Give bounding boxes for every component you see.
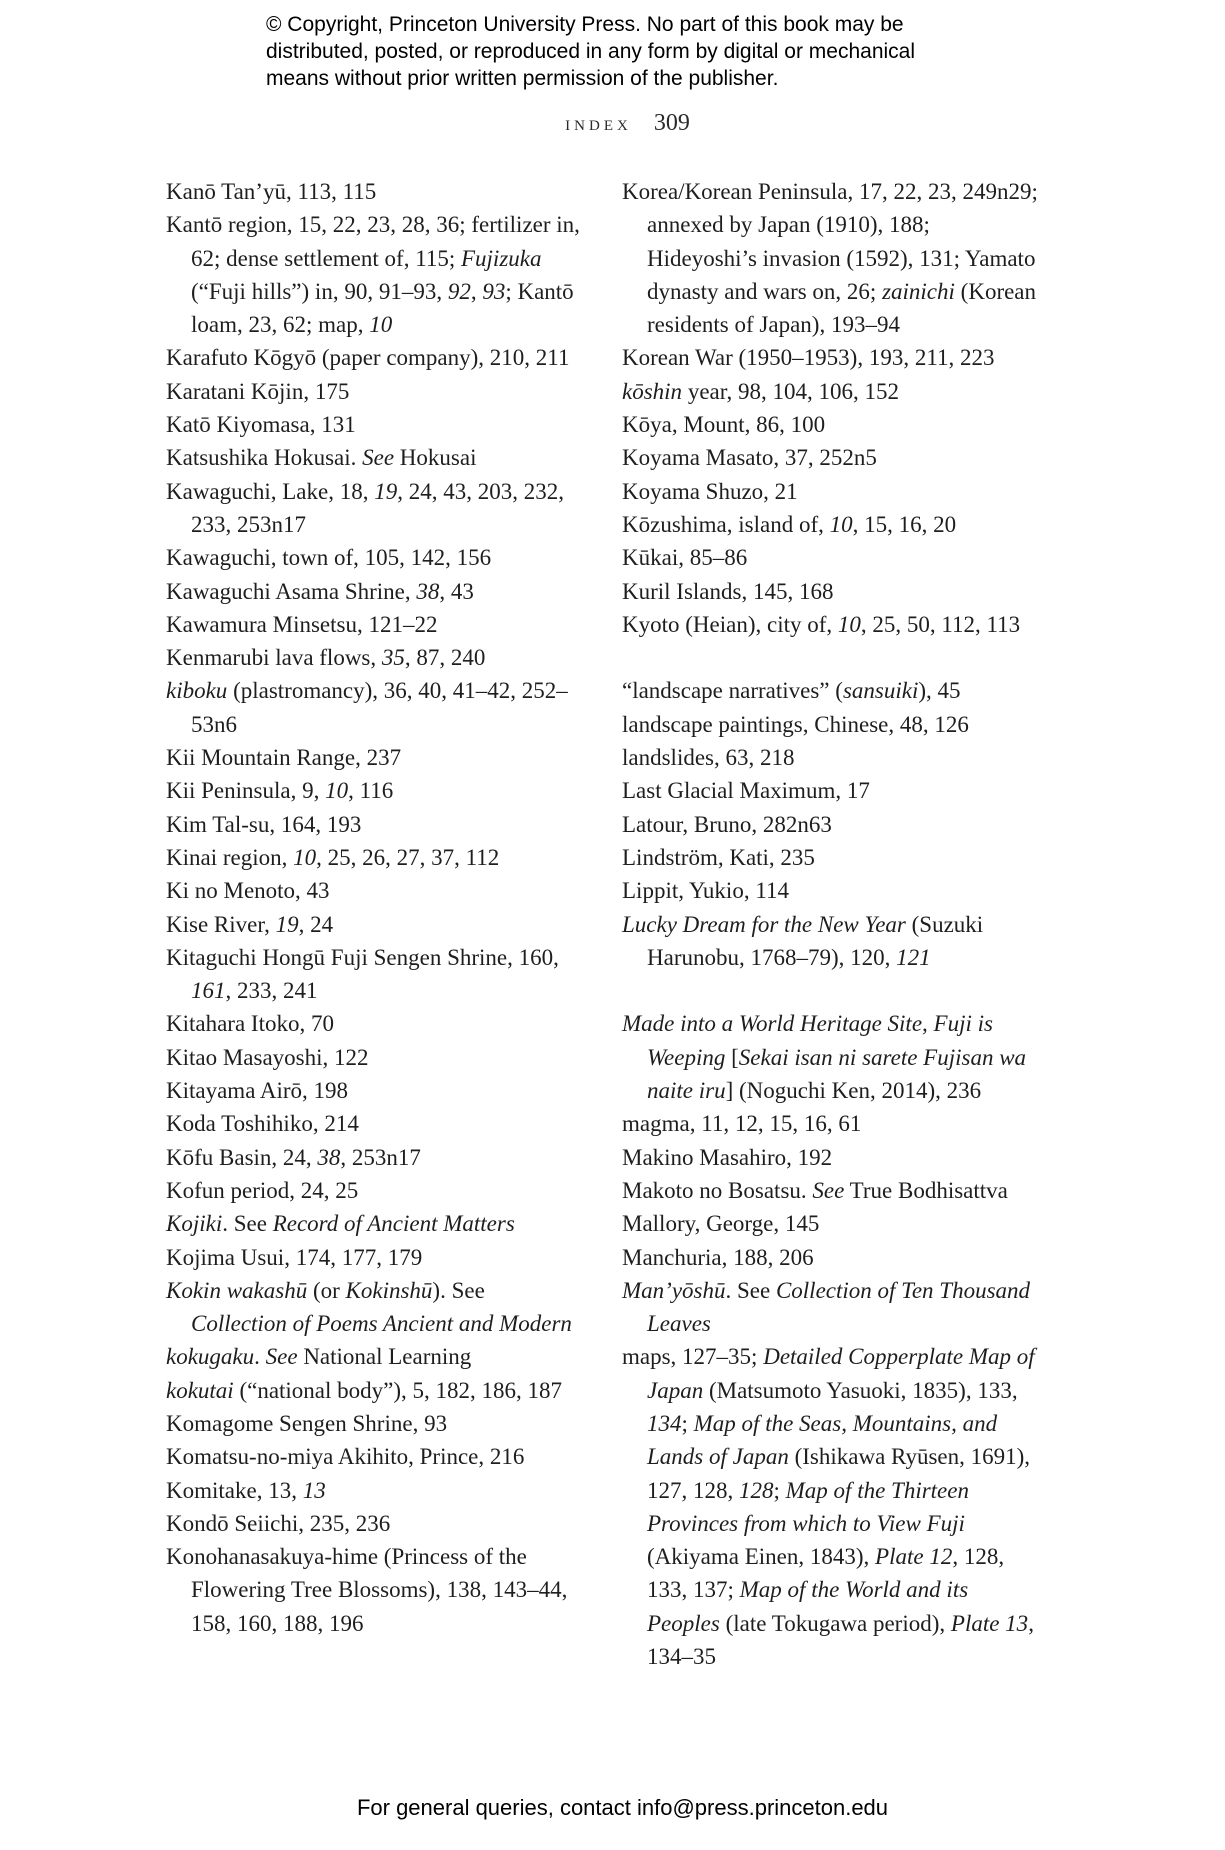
index-entry: Kūkai, 85–86 — [622, 545, 748, 571]
copyright-line-1: © Copyright, Princeton University Press. No part of this book may be — [266, 13, 904, 36]
index-entry: Kojiki. See Record of Ancient Matters — [166, 1211, 515, 1237]
copyright-notice — [266, 11, 1026, 92]
index-entry: Kim Tal-su, 164, 193 — [166, 811, 362, 837]
index-entry: Makoto no Bosatsu. See True Bodhisattva — [622, 1177, 1008, 1203]
index-entry: Kōya, Mount, 86, 100 — [622, 412, 826, 438]
index-entry: Korea/Korean Peninsula, 17, 22, 23, 249n29; annexed by Japan (1910), 188; Hideyoshi’s invasion (1592), 131; Yamato dynasty and wars on, 26; zainichi (Korean residents of Japan), 193–94 — [622, 179, 1038, 338]
index-entry: Koyama Shuzo, 21 — [622, 478, 798, 504]
index-entry: Komagome Sengen Shrine, 93 — [166, 1410, 448, 1436]
index-entry: maps, 127–35; Detailed Copperplate Map of Japan (Matsumoto Yasuoki, 1835), 133, 134; Map of the Seas, Mountains, and Lands of Japan (Ishikawa Ryūsen, 1691), 127, 128, 128; Map of the Thirteen Provinces from which to View Fuji (Akiyama Einen, 1843), Plate 12, 128, 133, 137; Map of the World and its Peoples (late Tokugawa period), Plate 13, 134–35 — [622, 1344, 1035, 1670]
index-entry: Kitayama Airō, 198 — [166, 1078, 349, 1104]
index-entry: Manchuria, 188, 206 — [622, 1244, 814, 1270]
index-entry: Koda Toshihiko, 214 — [166, 1111, 359, 1137]
index-entry: Kofun period, 24, 25 — [166, 1177, 359, 1203]
index-entry: kiboku (plastromancy), 36, 40, 41–42, 252–53n6 — [166, 678, 568, 737]
index-entry: “landscape narratives” (sansuiki), 45 — [622, 678, 961, 704]
index-entry: Katō Kiyomasa, 131 — [166, 412, 356, 438]
index-entry: Kojima Usui, 174, 177, 179 — [166, 1244, 423, 1270]
index-entry: Made into a World Heritage Site, Fuji is Weeping [Sekai isan ni sarete Fujisan wa naite iru] (Noguchi Ken, 2014), 236 — [622, 1011, 1027, 1104]
index-entry: landscape paintings, Chinese, 48, 126 — [622, 711, 969, 737]
index-entry: Kawaguchi, Lake, 18, 19, 24, 43, 203, 232, 233, 253n17 — [166, 478, 564, 537]
index-entry: Man’yōshū. See Collection of Ten Thousand Leaves — [622, 1277, 1031, 1337]
index-entry: Kii Peninsula, 9, 10, 116 — [166, 778, 394, 804]
index-entry: Kawaguchi Asama Shrine, 38, 43 — [166, 578, 474, 604]
section-gap — [622, 974, 1042, 1007]
index-entry: Kawamura Minsetsu, 121–22 — [166, 611, 438, 637]
index-entry: Ki no Menoto, 43 — [166, 878, 330, 904]
index-entry: Kyoto (Heian), city of, 10, 25, 50, 112, 113 — [622, 611, 1021, 637]
index-entry: Kokin wakashū (or Kokinshū). See Collection of Poems Ancient and Modern — [166, 1277, 572, 1337]
index-entry: Lucky Dream for the New Year (Suzuki Harunobu, 1768–79), 120, 121 — [622, 911, 984, 970]
index-entry: Kuril Islands, 145, 168 — [622, 578, 834, 604]
running-head — [0, 110, 1225, 137]
index-entry: Kōzushima, island of, 10, 15, 16, 20 — [622, 511, 957, 537]
index-entry: Kii Mountain Range, 237 — [166, 745, 402, 771]
index-entry: Korean War (1950–1953), 193, 211, 223 — [622, 345, 995, 371]
index-entry: Koyama Masato, 37, 252n5 — [622, 445, 877, 471]
index-entry: Karatani Kōjin, 175 — [166, 378, 350, 404]
index-entry: Kenmarubi lava flows, 35, 87, 240 — [166, 645, 486, 671]
index-entry: Kise River, 19, 24 — [166, 911, 334, 937]
index-entry: Kondō Seiichi, 235, 236 — [166, 1510, 391, 1536]
index-entry: Komitake, 13, 13 — [166, 1477, 326, 1503]
index-entry: Last Glacial Maximum, 17 — [622, 778, 870, 804]
index-entry: Latour, Bruno, 282n63 — [622, 811, 832, 837]
index-entry: Konohanasakuya-hime (Princess of the Flowering Tree Blossoms), 138, 143–44, 158, 160, 188, 196 — [166, 1544, 568, 1636]
index-entry: magma, 11, 12, 15, 16, 61 — [622, 1111, 862, 1137]
index-entry: Karafuto Kōgyō (paper company), 210, 211 — [166, 345, 570, 371]
index-entry: Lindström, Kati, 235 — [622, 844, 815, 870]
running-head-label: index — [565, 110, 632, 135]
copyright-line-2: distributed, posted, or reproduced in any form by digital or mechanical — [266, 40, 916, 63]
index-entry: Kinai region, 10, 25, 26, 27, 37, 112 — [166, 844, 500, 870]
index-entry: Katsushika Hokusai. See Hokusai — [166, 445, 477, 471]
index-entry: kokutai (“national body”), 5, 182, 186, 187 — [166, 1377, 563, 1403]
index-entry: Kōfu Basin, 24, 38, 253n17 — [166, 1144, 421, 1170]
index-entry: Kawaguchi, town of, 105, 142, 156 — [166, 545, 492, 571]
index-column-left — [166, 175, 586, 1640]
index-entry: Komatsu-no-miya Akihito, Prince, 216 — [166, 1444, 525, 1470]
index-entry: Kantō region, 15, 22, 23, 28, 36; fertilizer in, 62; dense settlement of, 115; Fujizuka (“Fuji hills”) in, 90, 91–93, 92, 93; Kantō loam, 23, 62; map, 10 — [166, 212, 580, 338]
index-entry: Lippit, Yukio, 114 — [622, 878, 789, 904]
index-column-right — [622, 175, 1042, 1673]
index-entry: Mallory, George, 145 — [622, 1211, 820, 1237]
index-entry: landslides, 63, 218 — [622, 745, 795, 771]
index-entry: Kitaguchi Hongū Fuji Sengen Shrine, 160, 161, 233, 241 — [166, 944, 559, 1004]
index-entry: kōshin year, 98, 104, 106, 152 — [622, 378, 899, 404]
section-gap — [622, 641, 1042, 674]
index-entry: kokugaku. See National Learning — [166, 1344, 472, 1370]
footer-contact: For general queries, contact info@press.princeton.edu — [356, 1795, 889, 1820]
page-number: 309 — [653, 110, 690, 136]
index-entry: Kitao Masayoshi, 122 — [166, 1044, 369, 1070]
index-entry: Kitahara Itoko, 70 — [166, 1011, 334, 1037]
copyright-line-3: means without prior written permission of the publisher. — [266, 67, 779, 90]
index-entry: Makino Masahiro, 192 — [622, 1144, 833, 1170]
index-entry: Kanō Tan’yū, 113, 115 — [166, 179, 377, 204]
